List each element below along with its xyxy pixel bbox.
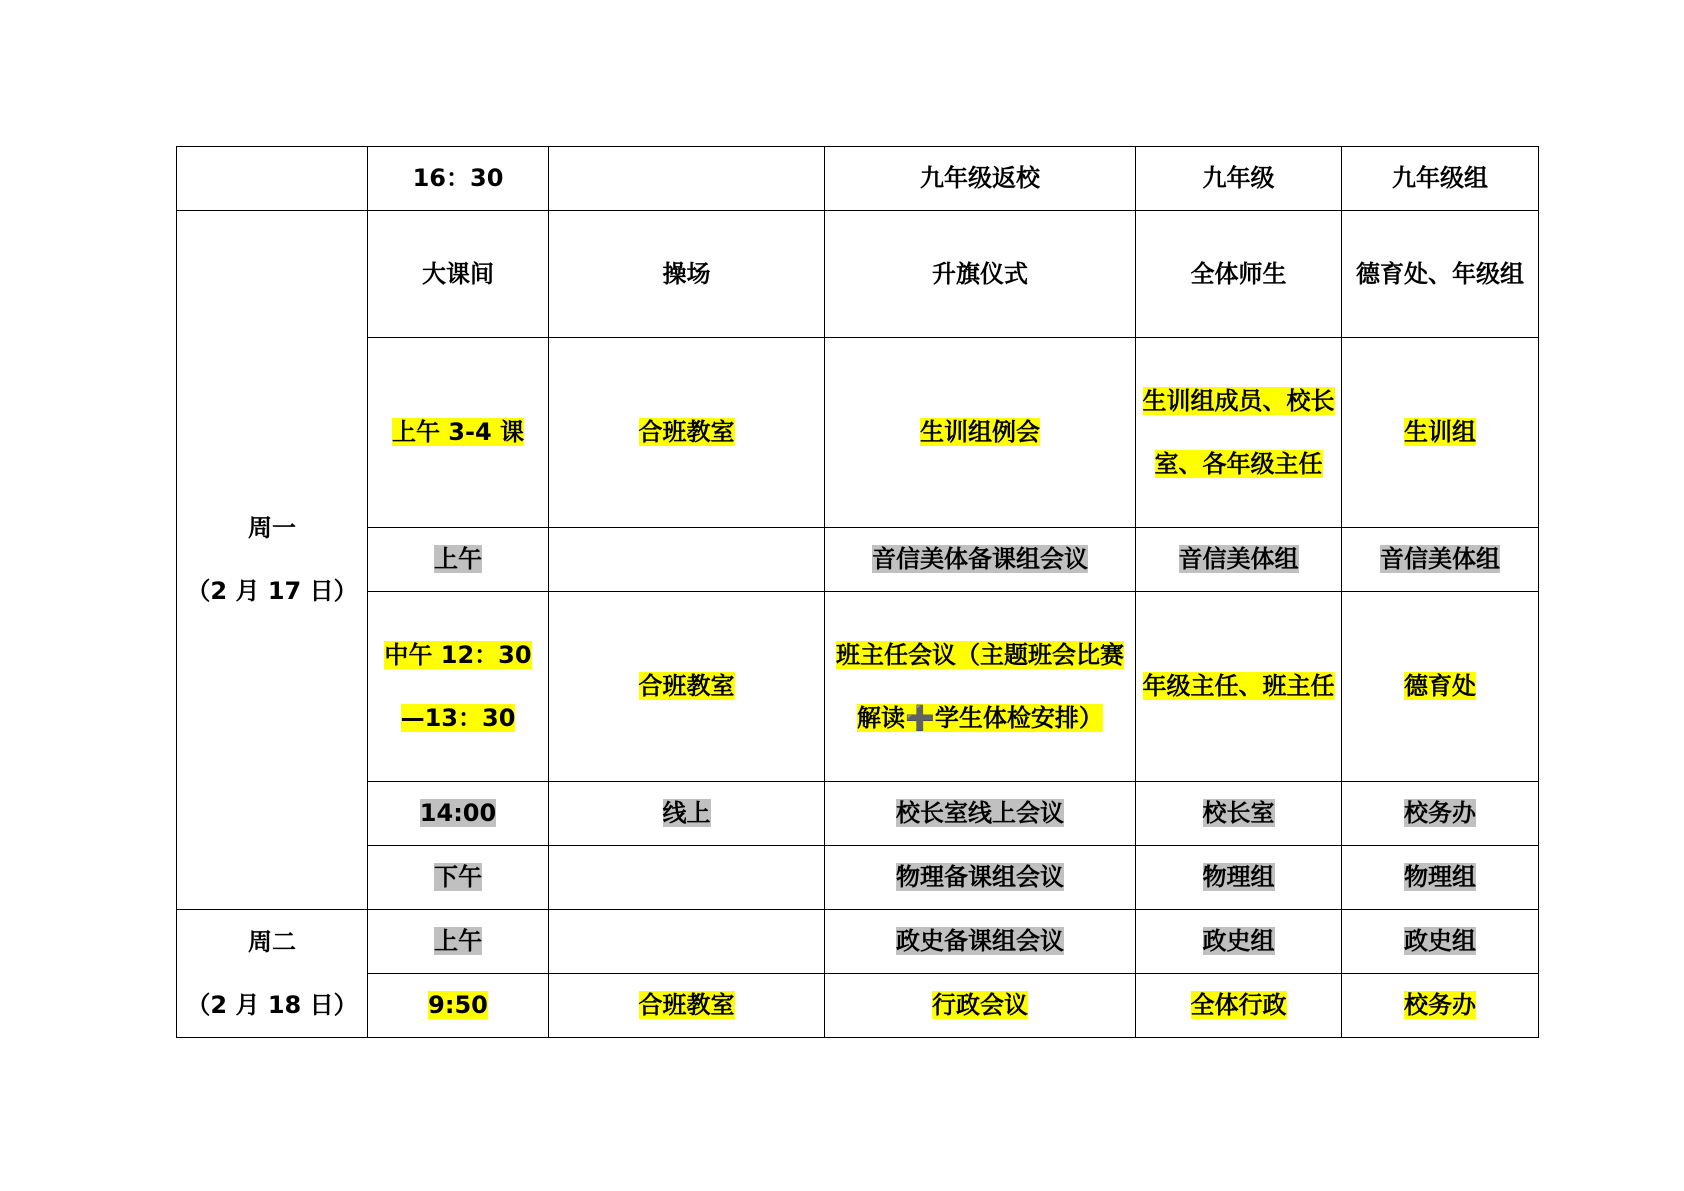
cell-text: 大课间 xyxy=(422,259,494,288)
organizer-cell xyxy=(1342,910,1539,974)
event-cell xyxy=(825,592,1136,782)
location-cell xyxy=(549,910,825,974)
event-cell xyxy=(825,338,1136,528)
event-cell xyxy=(825,910,1136,974)
event-cell xyxy=(825,528,1136,592)
cell-text: 操场 xyxy=(662,259,711,288)
time-cell xyxy=(368,846,549,910)
event-cell xyxy=(825,974,1136,1038)
cell-text: 音信美体组 xyxy=(1178,545,1299,573)
table-row xyxy=(177,211,1539,338)
location-cell xyxy=(549,782,825,846)
cell-text: 九年级组 xyxy=(1392,164,1488,192)
participants-cell xyxy=(1136,211,1342,338)
table-row xyxy=(177,782,1539,846)
cell-text: 政史组 xyxy=(1404,927,1476,955)
participants-cell xyxy=(1136,974,1342,1038)
day-name: 周二 xyxy=(248,927,296,956)
cell-text: 德育处 xyxy=(1404,672,1476,700)
cell-text: 行政会议 xyxy=(932,991,1028,1019)
location-cell xyxy=(549,974,825,1038)
organizer-cell xyxy=(1342,338,1539,528)
participants-cell xyxy=(1136,147,1342,211)
event-cell xyxy=(825,211,1136,338)
location-cell xyxy=(549,338,825,528)
cell-text: 政史组 xyxy=(1202,927,1275,955)
cell-text: 政史备课组会议 xyxy=(896,927,1064,955)
cell-text: 九年级 xyxy=(1202,164,1275,192)
event-cell xyxy=(825,846,1136,910)
cell-text: 校务办 xyxy=(1404,799,1476,827)
table-row xyxy=(177,147,1539,211)
day-date: （2 月 18 日） xyxy=(186,990,358,1019)
cell-text: 物理组 xyxy=(1404,863,1476,891)
time-cell xyxy=(368,910,549,974)
cell-text: 14:00 xyxy=(419,799,497,827)
day-cell-tuesday xyxy=(177,910,368,1038)
participants-cell xyxy=(1136,846,1342,910)
table-row xyxy=(177,592,1539,782)
cell-text: 生训组成员、校长室、各年级主任 xyxy=(1142,386,1335,478)
time-cell xyxy=(368,528,549,592)
table-row xyxy=(177,528,1539,592)
event-cell xyxy=(825,782,1136,846)
participants-cell xyxy=(1136,338,1342,528)
time-cell xyxy=(368,974,549,1038)
day-cell-empty xyxy=(177,147,368,211)
organizer-cell xyxy=(1342,592,1539,782)
cell-text: 音信美体组 xyxy=(1380,545,1500,573)
organizer-cell xyxy=(1342,147,1539,211)
time-cell xyxy=(368,211,549,338)
cell-text: 生训组 xyxy=(1404,418,1476,446)
time-cell xyxy=(368,592,549,782)
cell-text: 年级主任、班主任 xyxy=(1142,672,1335,700)
table-row xyxy=(177,910,1539,974)
cell-text: 合班教室 xyxy=(638,418,735,446)
location-cell xyxy=(549,592,825,782)
organizer-cell xyxy=(1342,846,1539,910)
location-cell xyxy=(549,528,825,592)
time-cell xyxy=(368,147,549,211)
cell-text: 中午 12：30—13：30 xyxy=(384,640,532,732)
time-cell xyxy=(368,782,549,846)
location-cell xyxy=(549,211,825,338)
schedule-table xyxy=(176,146,1539,1038)
day-cell-monday xyxy=(177,211,368,910)
time-cell xyxy=(368,338,549,528)
cell-text: 上午 xyxy=(434,927,482,955)
cell-text: 16：30 xyxy=(412,164,504,192)
cell-text: 下午 xyxy=(434,863,482,891)
cell-text: 生训组例会 xyxy=(920,418,1040,446)
cell-text: 合班教室 xyxy=(638,672,735,700)
participants-cell xyxy=(1136,782,1342,846)
cell-text: 物理备课组会议 xyxy=(896,863,1064,891)
location-cell xyxy=(549,846,825,910)
participants-cell xyxy=(1136,592,1342,782)
organizer-cell xyxy=(1342,974,1539,1038)
cell-text: 九年级返校 xyxy=(920,164,1040,192)
table-row xyxy=(177,974,1539,1038)
day-date: （2 月 17 日） xyxy=(186,577,358,605)
table-row xyxy=(177,846,1539,910)
cell-text: 上午 xyxy=(434,545,482,573)
day-name: 周一 xyxy=(248,514,296,542)
cell-text: 合班教室 xyxy=(638,991,735,1019)
cell-text: 德育处、年级组 xyxy=(1356,259,1524,288)
cell-text: 班主任会议（主题班会比赛解读➕学生体检安排） xyxy=(836,640,1124,732)
cell-text: 校务办 xyxy=(1404,991,1476,1019)
organizer-cell xyxy=(1342,782,1539,846)
organizer-cell xyxy=(1342,211,1539,338)
table-row xyxy=(177,338,1539,528)
cell-text: 9:50 xyxy=(428,991,488,1019)
cell-text: 物理组 xyxy=(1202,863,1275,891)
organizer-cell xyxy=(1342,528,1539,592)
event-cell xyxy=(825,147,1136,211)
participants-cell xyxy=(1136,528,1342,592)
cell-text: 线上 xyxy=(662,799,711,827)
participants-cell xyxy=(1136,910,1342,974)
cell-text: 升旗仪式 xyxy=(932,259,1028,288)
cell-text: 校长室 xyxy=(1202,799,1275,827)
cell-text: 校长室线上会议 xyxy=(896,799,1064,827)
cell-text: 全体师生 xyxy=(1190,259,1287,288)
cell-text: 音信美体备课组会议 xyxy=(872,545,1088,573)
cell-text: 上午 3-4 课 xyxy=(391,418,525,446)
location-cell xyxy=(549,147,825,211)
cell-text: 全体行政 xyxy=(1190,991,1287,1019)
